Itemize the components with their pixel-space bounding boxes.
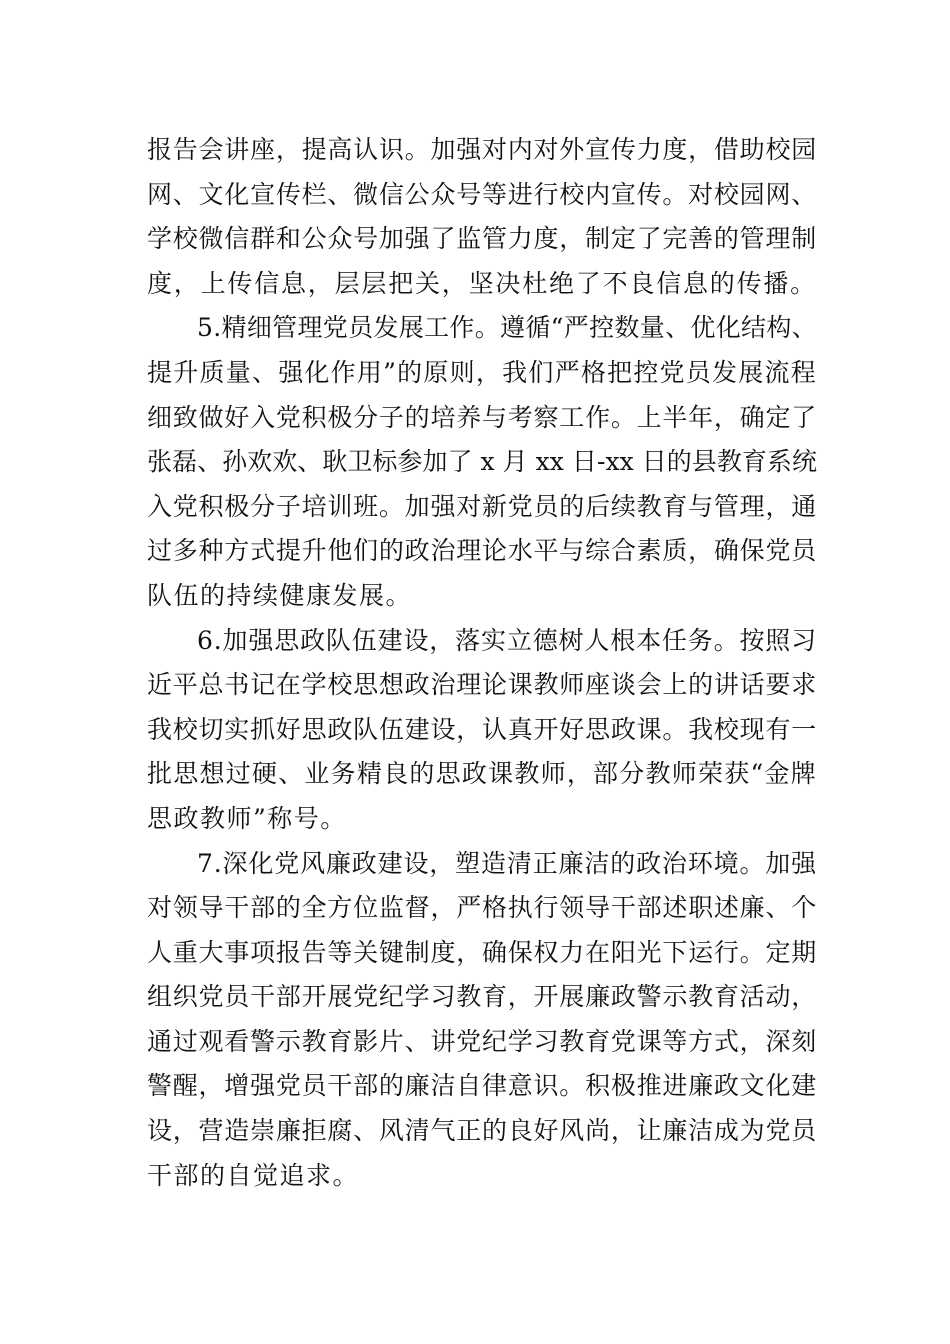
paragraph-6 bbox=[147, 619, 817, 842]
text-line: 度，上传信息，层层把关，坚决杜绝了不良信息的传播。 bbox=[147, 268, 817, 298]
text-line: 干部的自觉追求。 bbox=[147, 1160, 360, 1190]
text-line: 思政教师”称号。 bbox=[147, 803, 347, 833]
text-line: 对领导干部的全方位监督，严格执行领导干部述职述廉、个 bbox=[147, 893, 817, 923]
text-line: 批思想过硬、业务精良的思政课教师，部分教师荣获“金牌 bbox=[147, 759, 817, 789]
text-line: 组织党员干部开展党纪学习教育，开展廉政警示教育活动， bbox=[147, 982, 817, 1012]
text-line: 设，营造崇廉拒腐、风清气正的良好风尚，让廉洁成为党员 bbox=[147, 1116, 817, 1146]
text-line: 入党积极分子培训班。加强对新党员的后续教育与管理，通 bbox=[147, 491, 817, 521]
paragraph-5 bbox=[147, 306, 817, 618]
text-line: 人重大事项报告等关键制度，确保权力在阳光下运行。定期 bbox=[147, 937, 817, 967]
text-line: 张磊、孙欢欢、耿卫标参加了 x 月 xx 日-xx 日的县教育系统 bbox=[147, 447, 817, 477]
text-line: 学校微信群和公众号加强了监管力度，制定了完善的管理制 bbox=[147, 224, 817, 254]
paragraph-7 bbox=[147, 842, 817, 1199]
text-line: 6.加强思政队伍建设，落实立德树人根本任务。按照习 bbox=[197, 625, 817, 655]
body-text bbox=[147, 128, 817, 1198]
text-line: 网、文化宣传栏、微信公众号等进行校内宣传。对校园网、 bbox=[147, 179, 817, 209]
paragraph-continuation bbox=[147, 128, 817, 306]
text-line: 警醒，增强党员干部的廉洁自律意识。积极推进廉政文化建 bbox=[147, 1071, 817, 1101]
text-line: 我校切实抓好思政队伍建设，认真开好思政课。我校现有一 bbox=[147, 714, 817, 744]
text-line: 近平总书记在学校思想政治理论课教师座谈会上的讲话要求 bbox=[147, 670, 817, 700]
text-line: 通过观看警示教育影片、讲党纪学习教育党课等方式，深刻 bbox=[147, 1026, 817, 1056]
text-line: 队伍的持续健康发展。 bbox=[147, 580, 413, 610]
text-line: 报告会讲座，提高认识。加强对内对外宣传力度，借助校园 bbox=[147, 135, 817, 164]
text-line: 提升质量、强化作用”的原则，我们严格把控党员发展流程 bbox=[147, 357, 817, 387]
text-line: 7.深化党风廉政建设，塑造清正廉洁的政治环境。加强 bbox=[197, 848, 817, 878]
text-line: 细致做好入党积极分子的培养与考察工作。上半年，确定了 bbox=[147, 402, 817, 432]
text-line: 5.精细管理党员发展工作。遵循“严控数量、优化结构、 bbox=[197, 313, 817, 343]
text-line: 过多种方式提升他们的政治理论水平与综合素质，确保党员 bbox=[147, 536, 817, 566]
